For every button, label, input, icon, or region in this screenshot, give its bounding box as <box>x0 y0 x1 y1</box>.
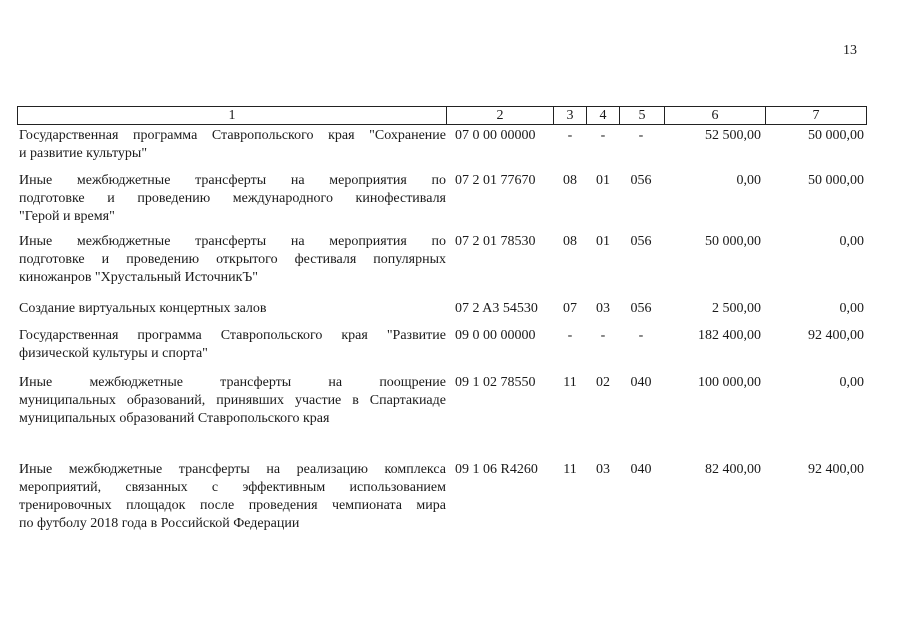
row-name <box>19 327 446 363</box>
row-subsection: - <box>600 128 606 143</box>
row-subsection: 01 <box>596 234 610 249</box>
row-code: 07 0 00 00000 <box>455 128 536 143</box>
header-cell: 4 <box>586 106 620 125</box>
row-code: 09 0 00 00000 <box>455 328 536 343</box>
row-subsection: 01 <box>596 173 610 188</box>
row-name <box>19 374 446 428</box>
row-amount-col7: 0,00 <box>839 234 864 249</box>
row-name-line: физической культуры и спорта" <box>19 346 208 361</box>
row-name-line: "Герой и время" <box>19 209 115 224</box>
row-name-line: киножанров "Хрустальный ИсточникЪ" <box>19 270 258 285</box>
row-amount-col7: 92 400,00 <box>808 462 864 477</box>
row-name-line: тренировочных площадок после проведения чемпионата мира <box>19 498 446 513</box>
row-code: 07 2 01 77670 <box>455 173 536 188</box>
row-section: 08 <box>563 234 577 249</box>
row-subsection: 02 <box>596 375 610 390</box>
row-expense-type: 056 <box>630 173 652 188</box>
header-cell: 7 <box>765 106 867 125</box>
row-section: 08 <box>563 173 577 188</box>
row-code: 09 1 02 78550 <box>455 375 536 390</box>
row-amount-col6: 0,00 <box>736 173 761 188</box>
row-amount-col7: 92 400,00 <box>808 328 864 343</box>
row-section: - <box>567 328 573 343</box>
header-cell: 6 <box>664 106 766 125</box>
header-cell: 1 <box>17 106 447 125</box>
row-name <box>19 233 446 287</box>
row-name-line: Государственная программа Ставропольского края "Сохранение <box>19 128 446 143</box>
row-amount-col7: 50 000,00 <box>808 128 864 143</box>
row-name-line: Иные межбюджетные трансферты на мероприятия по <box>19 234 446 249</box>
row-amount-col6: 2 500,00 <box>712 301 761 316</box>
row-amount-col6: 50 000,00 <box>705 234 761 249</box>
row-amount-col6: 52 500,00 <box>705 128 761 143</box>
row-amount-col6: 100 000,00 <box>698 375 761 390</box>
row-name-line: Иные межбюджетные трансферты на мероприятия по <box>19 173 446 188</box>
row-expense-type: 040 <box>630 462 652 477</box>
row-name <box>19 300 446 318</box>
row-subsection: - <box>600 328 606 343</box>
row-name-line: Создание виртуальных концертных залов <box>19 301 267 316</box>
row-name-line: Иные межбюджетные трансферты на реализацию комплекса <box>19 462 446 477</box>
row-code: 07 2 A3 54530 <box>455 301 538 316</box>
row-name-line: Иные межбюджетные трансферты на поощрение <box>19 375 446 390</box>
row-amount-col7: 50 000,00 <box>808 173 864 188</box>
row-name-line: подготовке и проведению открытого фестиваля популярных <box>19 252 446 267</box>
row-section: 11 <box>563 375 577 390</box>
row-subsection: 03 <box>596 301 610 316</box>
row-name-line: мероприятий, связанных с эффективным использованием <box>19 480 446 495</box>
row-name-line: и развитие культуры" <box>19 146 148 161</box>
row-amount-col6: 182 400,00 <box>698 328 761 343</box>
row-name <box>19 172 446 226</box>
row-section: 11 <box>563 462 577 477</box>
row-name-line: муниципальных образований Ставропольского края <box>19 411 330 426</box>
row-expense-type: - <box>638 328 644 343</box>
header-cell: 2 <box>446 106 554 125</box>
row-subsection: 03 <box>596 462 610 477</box>
row-expense-type: - <box>638 128 644 143</box>
row-amount-col7: 0,00 <box>839 375 864 390</box>
row-code: 07 2 01 78530 <box>455 234 536 249</box>
row-name-line: подготовке и проведению международного кинофестиваля <box>19 191 446 206</box>
row-code: 09 1 06 R4260 <box>455 462 538 477</box>
row-name-line: по футболу 2018 года в Российской Федерации <box>19 516 300 531</box>
row-section: - <box>567 128 573 143</box>
row-amount-col7: 0,00 <box>839 301 864 316</box>
row-name <box>19 461 446 533</box>
header-cell: 5 <box>619 106 665 125</box>
row-section: 07 <box>563 301 577 316</box>
page-number: 13 <box>843 43 857 58</box>
header-cell: 3 <box>553 106 587 125</box>
row-expense-type: 040 <box>630 375 652 390</box>
row-name-line: Государственная программа Ставропольского края "Развитие <box>19 328 446 343</box>
row-expense-type: 056 <box>630 234 652 249</box>
row-name <box>19 127 446 163</box>
row-expense-type: 056 <box>630 301 652 316</box>
row-name-line: муниципальных образований, принявших участие в Спартакиаде <box>19 393 446 408</box>
row-amount-col6: 82 400,00 <box>705 462 761 477</box>
